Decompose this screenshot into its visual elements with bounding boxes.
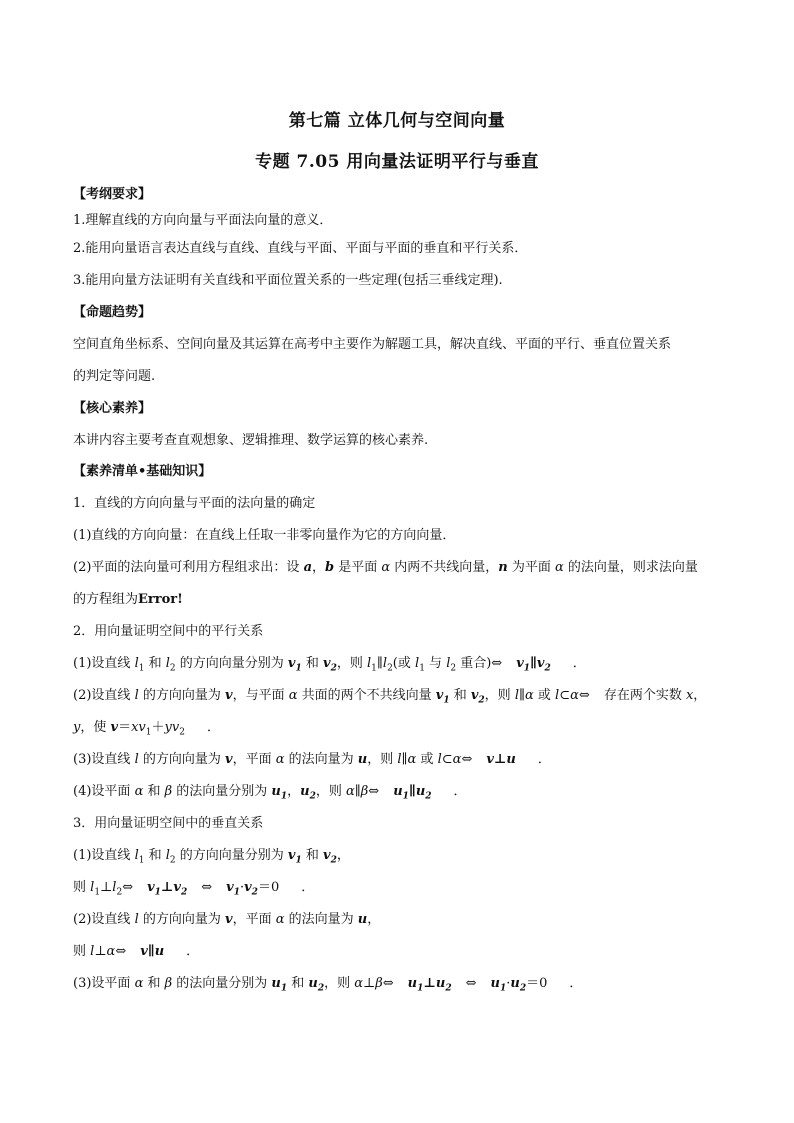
section-heading-basics: 【素养清单•基础知识】 bbox=[73, 464, 212, 479]
parallel-item-3: (3)设直线 l 的方向向量为 v，平面 α 的法向量为 u，则 l∥α 或 l⊂α⇔ v⊥u ． bbox=[73, 752, 551, 767]
part-title: 第七篇 立体几何与空间向量 bbox=[288, 111, 506, 131]
subheading-3: 3．用向量证明空间中的垂直关系 bbox=[73, 816, 264, 831]
core-text: 本讲内容主要考查直观想象、逻辑推理、数学运算的核心素养. bbox=[73, 433, 429, 448]
topic-title: 专题 7.05 用向量法证明平行与垂直 bbox=[255, 152, 539, 172]
trend-text-line-1: 空间直角坐标系、空间向量及其运算在高考中主要作为解题工具，解决直线、平面的平行、垂直位置关系 bbox=[73, 337, 672, 352]
error-placeholder: Error! bbox=[138, 592, 183, 607]
perp-item-1-cont: 则 $l_1\perp l_2\Leftrightarrow$ $v_1\perp v_2$ ⇔ $v_1\cdot v_2=0$ ． bbox=[73, 880, 315, 898]
perp-item-2: (2)设直线 l 的方向向量为 v，平面 α 的法向量为 u， bbox=[73, 912, 381, 927]
perp-item-3: (3)设平面 α 和 β 的法向量分别为 $u_1$ 和 $u_2$，则 α⊥β⇔ $u_1\perp u_2$ ⇔ $u_1\cdot u_2=0$ ． bbox=[73, 976, 583, 994]
parallel-item-2: (2)设直线 l 的方向向量为 v，与平面 α 共面的两个不共线向量 $v_1$ 和 $v_2$，则 l∥α 或 l⊂α⇔ 存在两个实数 x， bbox=[73, 688, 707, 706]
syllabus-item-1: 1.理解直线的方向向量与平面法向量的意义． bbox=[73, 213, 333, 228]
section-heading-core: 【核心素养】 bbox=[73, 401, 152, 416]
subheading-2: 2．用向量证明空间中的平行关系 bbox=[73, 624, 264, 639]
syllabus-item-2: 2.能用向量语言表达直线与直线、直线与平面、平面与平面的垂直和平行关系． bbox=[73, 241, 528, 256]
parallel-item-4: (4)设平面 α 和 β 的法向量分别为 $u_1$，$u_2$，则 α∥β⇔ $u_1\parallel u_2$ ． bbox=[73, 784, 467, 802]
perp-item-2-cont: 则 l⊥α⇔ v∥u ． bbox=[73, 944, 200, 959]
trend-text-line-2: 的判定等问题. bbox=[73, 369, 156, 384]
section-heading-syllabus: 【考纲要求】 bbox=[73, 187, 152, 202]
syllabus-item-3: 3.能用向量方法证明有关直线和平面位置关系的一些定理(包括三垂线定理). bbox=[73, 273, 503, 288]
perp-item-1: (1)设直线 $l_1$ 和 $l_2$ 的方向向量分别为 $v_1$ 和 $v_2$， bbox=[73, 848, 350, 866]
parallel-item-2-cont: y，使 $v=xv_1+yv_2$ ． bbox=[73, 720, 220, 738]
paragraph-1-2-cont: 的方程组为Error! bbox=[73, 592, 183, 607]
subheading-1: 1．直线的方向向量与平面的法向量的确定 bbox=[73, 496, 316, 511]
section-heading-trend: 【命题趋势】 bbox=[73, 305, 152, 320]
paragraph-1-2: (2)平面的法向量可利用方程组求出：设 a，b 是平面 α 内两不共线向量，n 为平面 α 的法向量，则求法向量 bbox=[73, 560, 698, 575]
paragraph-1-1: (1)直线的方向向量：在直线上任取一非零向量作为它的方向向量． bbox=[73, 528, 456, 543]
parallel-item-1: (1)设直线 $l_1$ 和 $l_2$ 的方向向量分别为 $v_1$ 和 $v_2$，则 $l_1\parallel l_2$(或 $l_1$ 与 $l_2$ 重合)⇔ $v_1\parallel v_2$ ． bbox=[73, 656, 586, 674]
